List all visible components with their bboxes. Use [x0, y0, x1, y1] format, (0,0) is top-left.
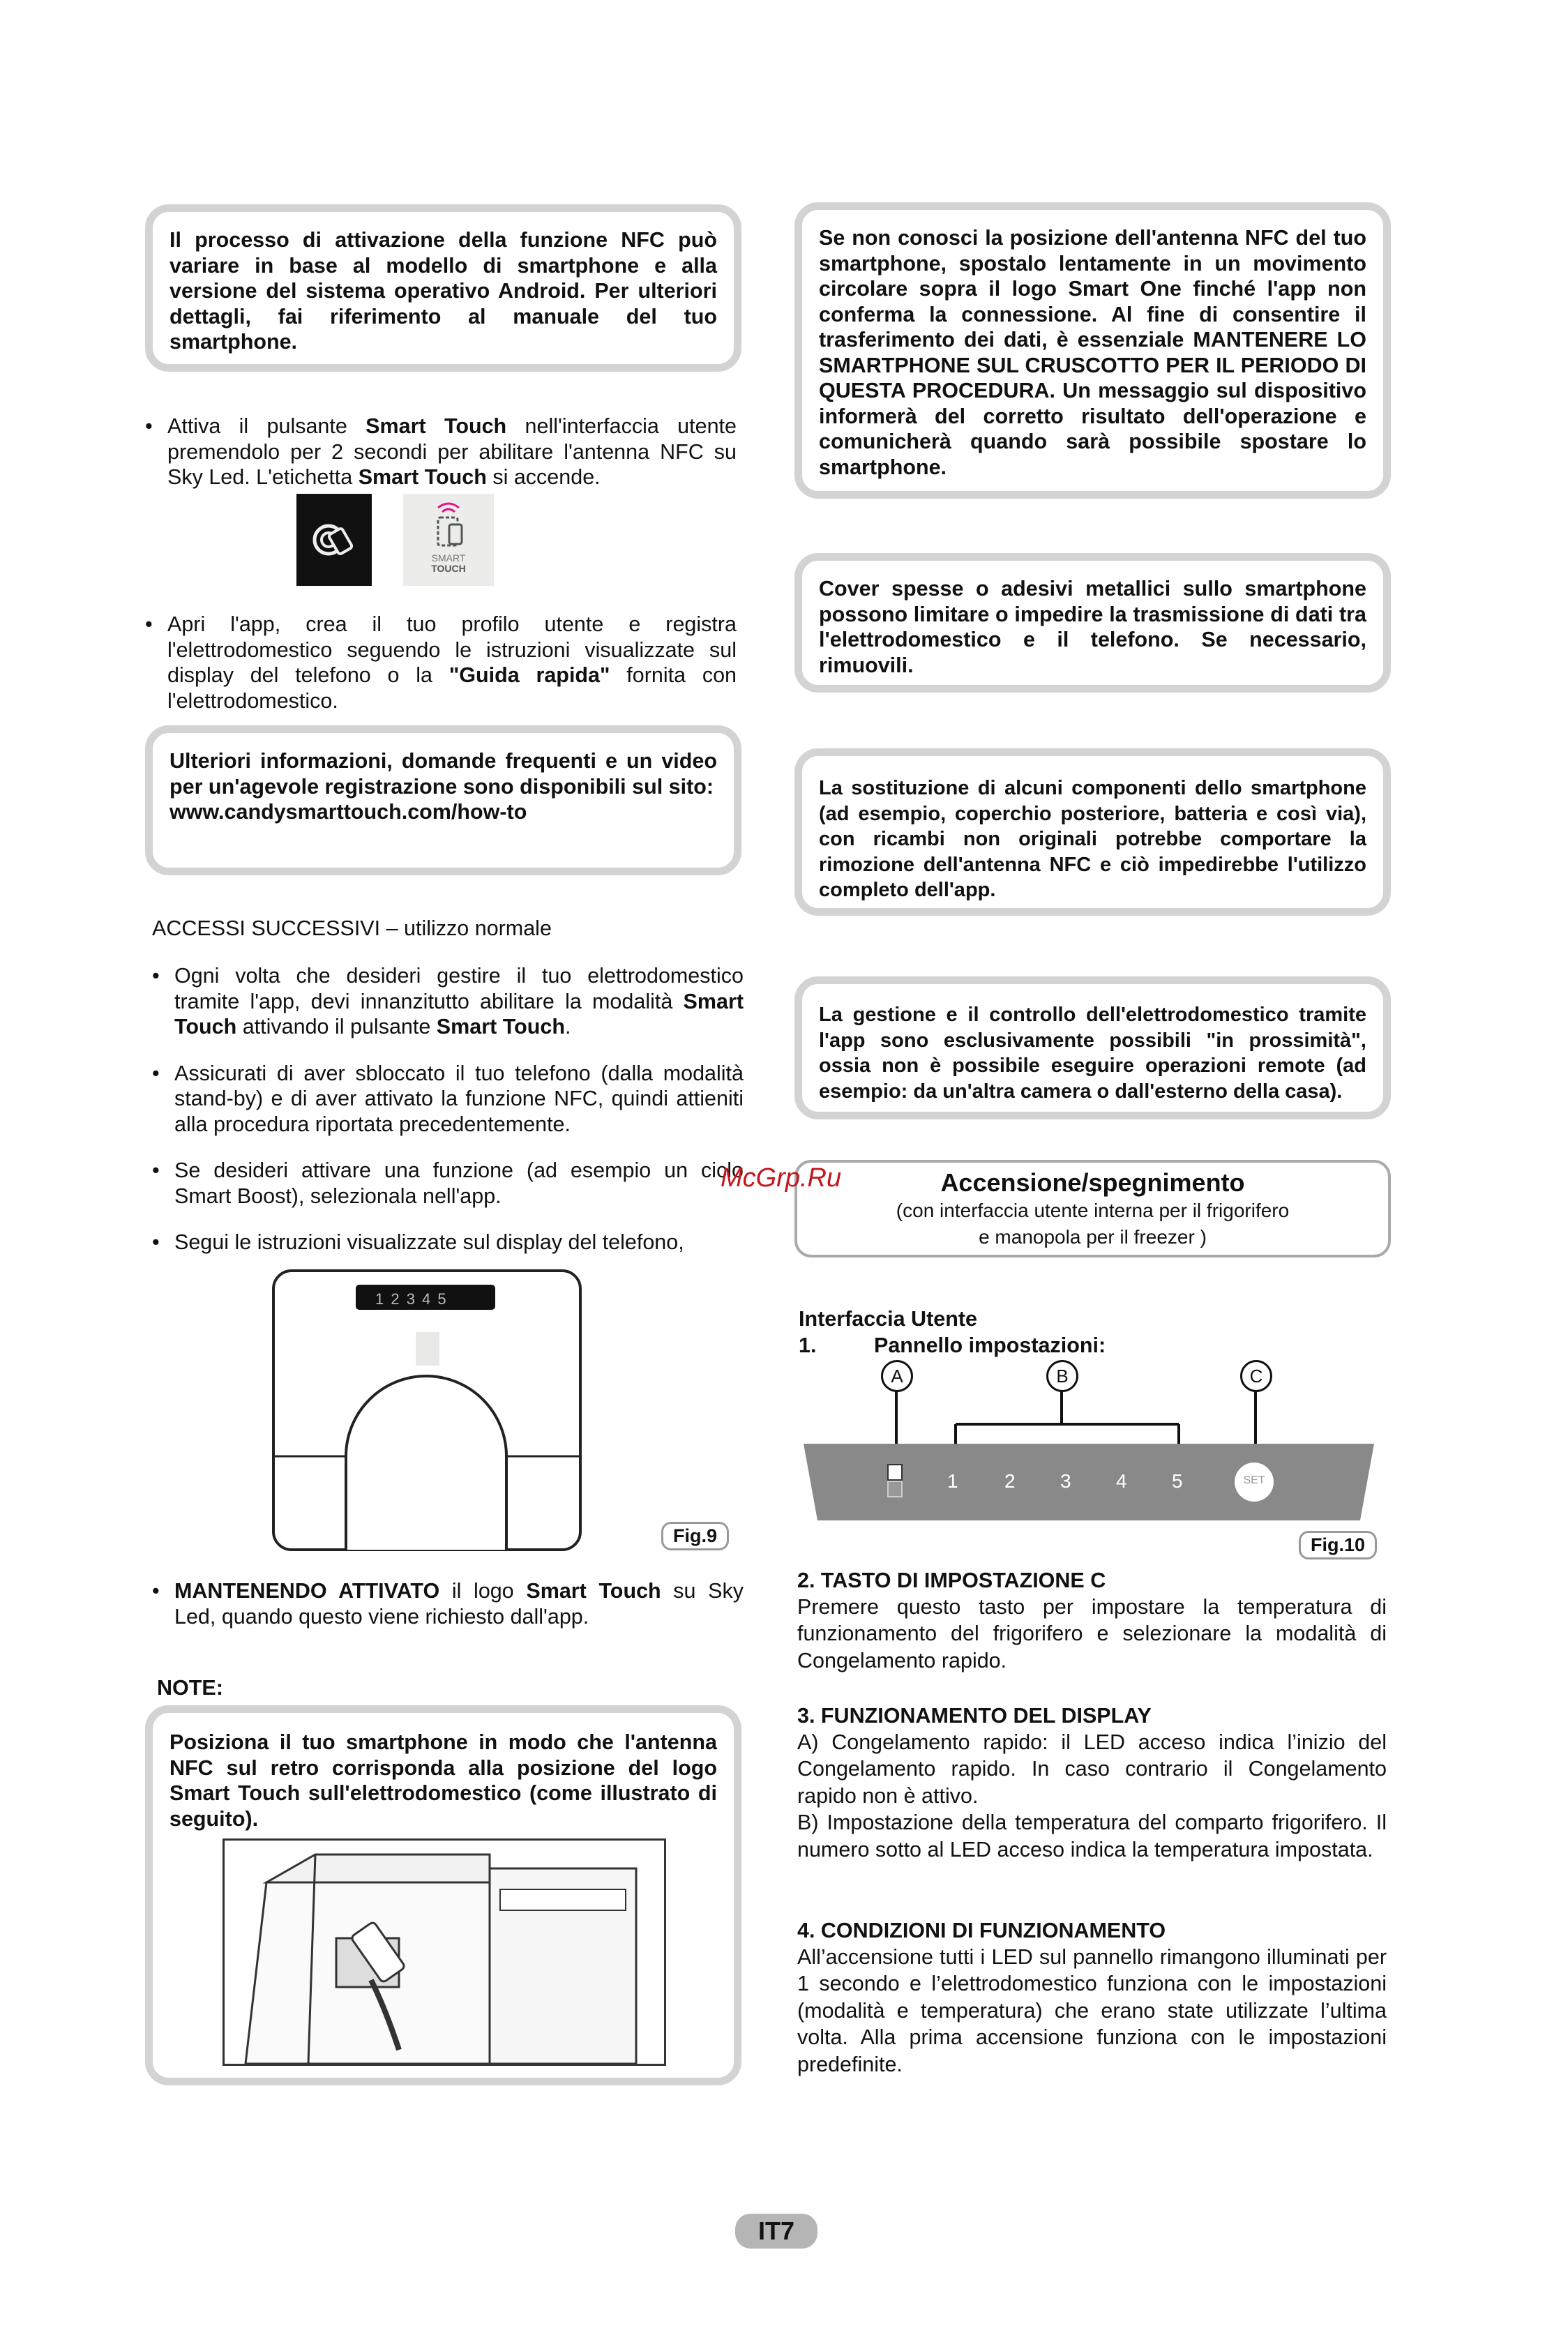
proximity-only-note-box [794, 976, 1391, 1119]
interfaccia-utente-title: Interfaccia Utente [799, 1307, 977, 1331]
fig9-display-numbers: 1 2 3 4 5 [375, 1290, 448, 1308]
thick-covers-note-box [794, 553, 1391, 693]
more-info-text: Ulteriori informazioni, domande frequenti e un video per un'agevole registrazione sono disponibili sul sito: [169, 749, 717, 799]
fig10-number-5: 5 [1172, 1470, 1183, 1492]
sec2-title: 2. TASTO DI IMPOSTAZIONE C [797, 1569, 1106, 1592]
sec3 [797, 1703, 1387, 1863]
sec3-title: 3. FUNZIONAMENTO DEL DISPLAY [797, 1704, 1152, 1728]
bullet-select-function: • Se desideri attivare una funzione (ad esempio un ciclo Smart Boost), selezionala nell'app. [152, 1158, 744, 1209]
bullet-keep-active: • MANTENENDO ATTIVATO il logo Smart Touch su Sky Led, quando questo viene richiesto dall'app. [152, 1578, 744, 1629]
fig10-set-button: SET [1243, 1474, 1265, 1486]
proximity-only-note-text: La gestione e il controllo dell'elettrodomestico tramite l'app sono esclusivamente possibili "in prossimità", ossia non è possibile eseguire operazioni remote (ad esempio: da un'altra camera o dall'esterno della casa). [819, 1004, 1366, 1103]
watermark: McGrp.Ru [721, 1163, 842, 1193]
nfc-button-icon [296, 494, 372, 586]
position-phone-text: Posiziona il tuo smartphone in modo che l'antenna NFC sul retro corrisponda alla posizione del logo Smart Touch sull'elettrodomestico (come illustrato di seguito). [169, 1730, 717, 1831]
fig9-label: Fig.9 [661, 1522, 729, 1550]
phone-on-fridge-illustration [223, 1838, 666, 2066]
more-info-url[interactable]: www.candysmarttouch.com/how-to [169, 800, 527, 824]
left-bullets-2 [145, 612, 737, 734]
sec4-title: 4. CONDIZIONI DI FUNZIONAMENTO [797, 1919, 1166, 1942]
smart-touch-label-line2: TOUCH [431, 563, 466, 574]
sec4 [797, 1918, 1387, 2078]
accensione-title: Accensione/spegnimento [940, 1168, 1245, 1197]
non-original-parts-note-box [794, 748, 1391, 916]
unknown-antenna-note-box [794, 202, 1391, 499]
page-number: IT7 [735, 2214, 817, 2249]
sec3-text-a: A) Congelamento rapido: il LED acceso indica l’inizio del Congelamento rapido. In caso contrario il Congelamento rapido non è attivo. [797, 1730, 1387, 1808]
note-title: NOTE: [157, 1676, 223, 1700]
bullet-activate-smart-touch: • Attiva il pulsante Smart Touch nell'interfaccia utente premendolo per 2 secondi per abilitare l'antenna NFC su Sky Led. L'etichetta Smart Touch si accende. [145, 414, 737, 490]
fig10-label-c: C [1240, 1360, 1272, 1392]
pannello-number: 1. [799, 1334, 817, 1357]
accensione-subtitle-2: e manopola per il freezer ) [979, 1226, 1207, 1248]
smart-touch-label-line1: SMART [431, 552, 466, 564]
position-phone-box [145, 1705, 741, 2085]
bullet-follow-instructions: • Segui le istruzioni visualizzate sul display del telefono, [152, 1230, 744, 1255]
non-original-parts-note-text: La sostituzione di alcuni componenti dello smartphone (ad esempio, coperchio posteriore, batteria e così via), con ricambi non originali potrebbe comportare la rimozione dell'antenna NFC e ciò impedirebbe l'utilizzo completo dell'app. [819, 777, 1366, 901]
unknown-antenna-note-text: Se non conosci la posizione dell'antenna NFC del tuo smartphone, spostalo lentamente in un movimento circolare sopra il logo Smart One finché l'app non conferma la connessione. Al fine di consentire il trasferimento dei dati, è essenziale MANTENERE LO SMARTPHONE SUL CRUSCOTTO PER IL PERIODO DI QUESTA PROCEDURA. Un messaggio sul dispositivo informerà del corretto risultato dell'operazione e comunicherà quando sarà possibile spostare lo smartphone. [819, 226, 1366, 479]
left-bullets-3 [152, 963, 744, 1276]
bullet-open-app: • Apri l'app, crea il tuo profilo utente e registra l'elettrodomestico seguendo le istruzioni visualizzate sul display del telefono o la "Guida rapida" fornita con l'elettrodomestico. [145, 612, 737, 713]
sec4-text: All’accensione tutti i LED sul pannello rimangono illuminati per 1 secondo e l’elettrodomestico funziona con le impostazioni (modalità e temperatura) che erano state utilizzate l’ultima volta. Alla prima accensione funziona con le impostazioni predefinite. [797, 1944, 1387, 2076]
fig10-number-2: 2 [1004, 1470, 1016, 1492]
fig10-label: Fig.10 [1299, 1531, 1377, 1559]
smart-touch-label-icon [403, 494, 494, 586]
sec2-text: Premere questo tasto per impostare la temperatura di funzionamento del frigorifero e selezionare la modalità di Congelamento rapido. [797, 1594, 1387, 1672]
fig10-label-b: B [1046, 1360, 1078, 1392]
sec3-text-b: B) Impostazione della temperatura del comparto frigorifero. Il numero sotto al LED acceso indica la temperatura impostata. [797, 1811, 1387, 1861]
fig10-control-panel [802, 1360, 1381, 1527]
pannello-title: Pannello impostazioni: [874, 1334, 1106, 1357]
bullet-enable-smart-touch: • Ogni volta che desideri gestire il tuo elettrodomestico tramite l'app, devi innanzitutto abilitare la modalità Smart Touch attivando il pulsante Smart Touch. [152, 963, 744, 1040]
fig10-label-a: A [881, 1360, 913, 1392]
nfc-activation-note-text: Il processo di attivazione della funzione NFC può variare in base al modello di smartphone e alla versione del sistema operativo Android. Per ulteriori dettagli, fai riferimento al manuale del tuo smartphone. [169, 228, 717, 354]
fig10-number-3: 3 [1060, 1470, 1071, 1492]
fig10-number-4: 4 [1116, 1470, 1127, 1492]
left-bullets-4 [152, 1578, 744, 1650]
fig10-number-1: 1 [947, 1470, 958, 1492]
thick-covers-note-text: Cover spesse o adesivi metallici sullo smartphone possono limitare o impedire la trasmissione di dati tra l'elettrodomestico e il telefono. Se necessario, rimuovili. [819, 577, 1366, 677]
accensione-subtitle-1: (con interfaccia utente interna per il frigorifero [896, 1200, 1290, 1221]
nfc-activation-note-box [145, 204, 741, 372]
more-info-box [145, 725, 741, 875]
accensione-box [794, 1160, 1391, 1257]
bullet-unlock-phone: • Assicurati di aver sbloccato il tuo telefono (dalla modalità stand-by) e di aver attivato la funzione NFC, quindi attieniti alla procedura riportata precedentemente. [152, 1061, 744, 1138]
sec2 [797, 1568, 1387, 1674]
fig9-fridge-illustration [271, 1268, 585, 1554]
accessi-successivi-title: ACCESSI SUCCESSIVI – utilizzo normale [152, 916, 552, 940]
